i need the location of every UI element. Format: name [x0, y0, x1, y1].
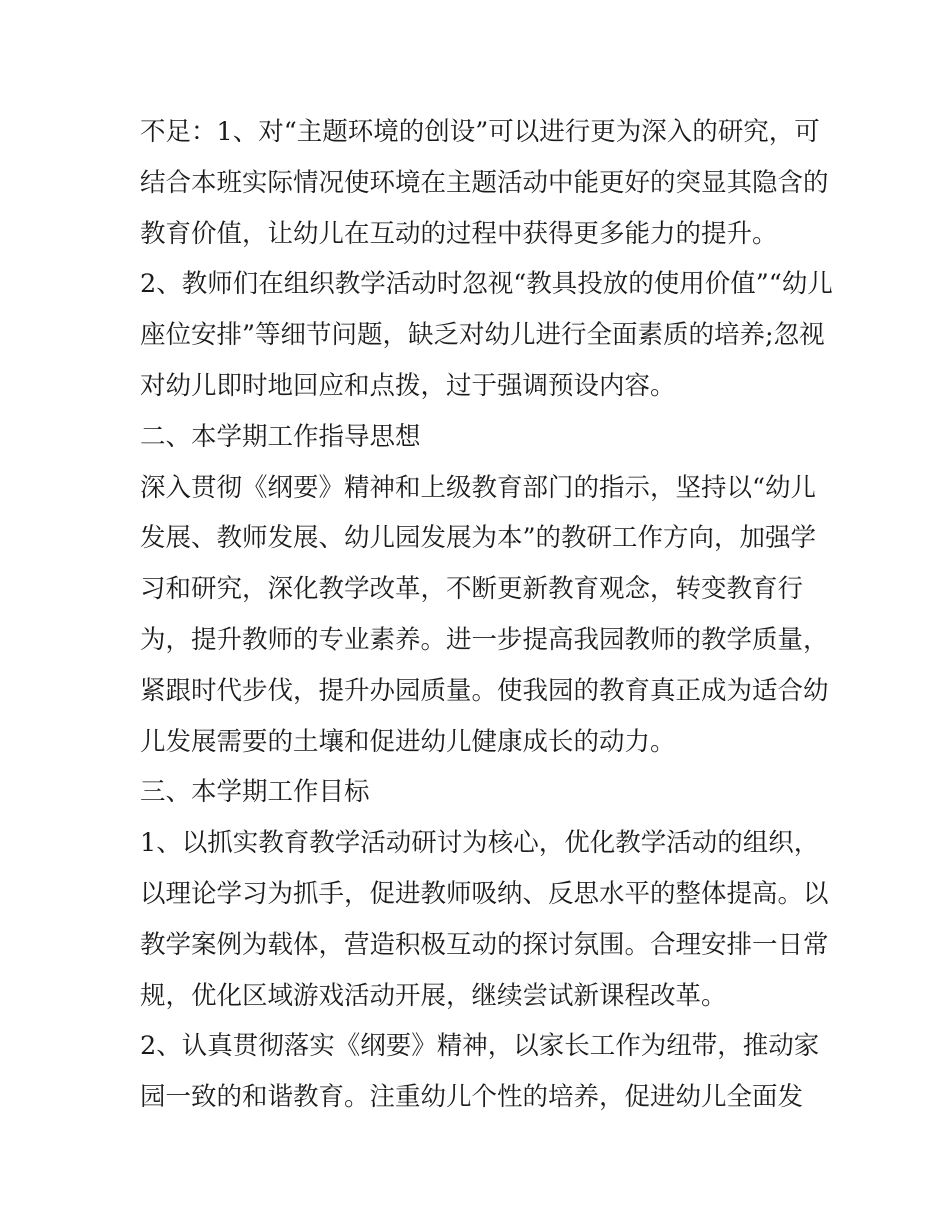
body-line: 紧跟时代步伐，提升办园质量。使我园的教育真正成为适合幼 [140, 675, 829, 706]
body-line: 以理论学习为抓手，促进教师吸纳、反思水平的整体提高。以 [140, 878, 829, 909]
body-line: 2、教师们在组织教学活动时忽视“教具投放的使用价值”“幼儿 [140, 269, 833, 300]
section-heading: 二、本学期工作指导思想 [140, 421, 421, 452]
body-line: 发展、教师发展、幼儿园发展为本”的教研工作方向，加强学 [140, 523, 817, 554]
body-line: 习和研究，深化教学改革，不断更新教育观念，转变教育行 [140, 574, 804, 605]
body-line: 对幼儿即时地回应和点拨，过于强调预设内容。 [140, 370, 676, 401]
section-heading: 三、本学期工作目标 [140, 777, 370, 808]
body-line: 儿发展需要的土壤和促进幼儿健康成长的动力。 [140, 726, 676, 757]
body-line: 结合本班实际情况使环境在主题活动中能更好的突显其隐含的 [140, 167, 829, 198]
body-line: 教学案例为载体，营造积极互动的探讨氛围。合理安排一日常 [140, 929, 829, 960]
body-line: 园一致的和谐教育。注重幼儿个性的培养，促进幼儿全面发 [140, 1082, 804, 1113]
body-line: 规，优化区域游戏活动开展，继续尝试新课程改革。 [140, 980, 727, 1011]
document-body [140, 107, 833, 1123]
body-line: 不足：1、对“主题环境的创设”可以进行更为深入的研究，可 [140, 117, 820, 147]
body-line: 为，提升教师的专业素养。进一步提高我园教师的教学质量， [140, 624, 829, 655]
body-line: 1、以抓实教育教学活动研讨为核心，优化教学活动的组织， [140, 828, 820, 859]
body-line: 2、认真贯彻落实《纲要》精神，以家长工作为纽带，推动家 [140, 1031, 820, 1062]
body-line: 座位安排”等细节问题，缺乏对幼儿进行全面素质的培养;忽视 [140, 320, 825, 351]
body-line: 教育价值，让幼儿在互动的过程中获得更多能力的提升。 [140, 218, 778, 249]
body-line: 深入贯彻《纲要》精神和上级教育部门的指示，坚持以“幼儿 [140, 472, 817, 503]
